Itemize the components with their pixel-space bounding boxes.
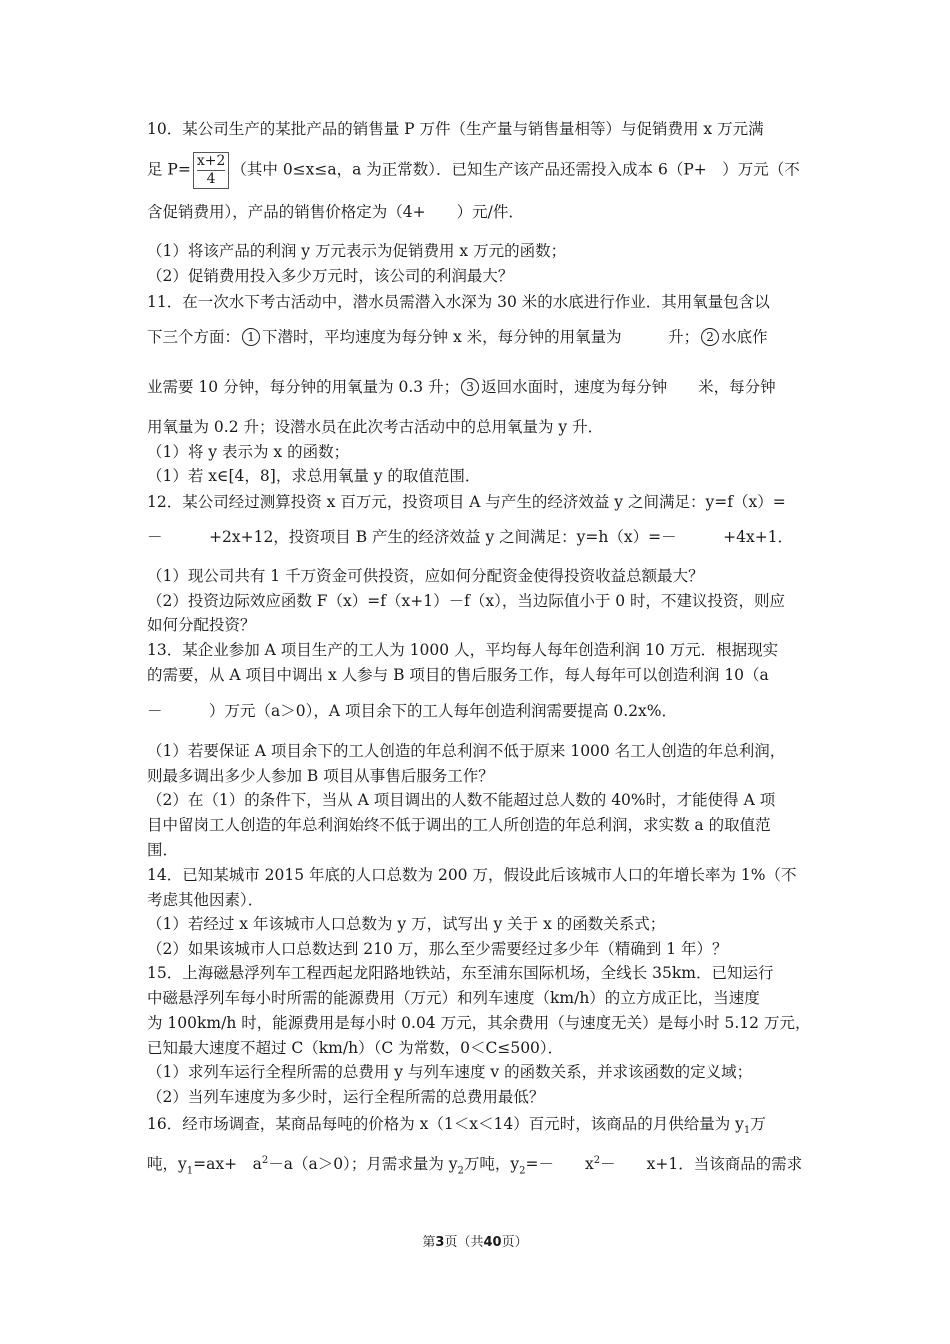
- text-line: 11．在一次水下考古活动中，潜水员需潜入水深为 30 米的水底进行作业．其用氧量包含以: [147, 293, 770, 311]
- question: （2）当列车速度为多少时，运行全程所需的总费用最低？: [147, 1088, 545, 1106]
- text-line: 14．已知某城市 2015 年底的人口总数为 200 万，假设此后该城市人口的年增长率为 1%（不: [147, 866, 797, 884]
- circled-number: 3: [461, 378, 479, 396]
- question: 目中留岗工人创造的年总利润始终不低于调出的工人所创造的年总利润，求实数 a 的取值范: [147, 816, 771, 834]
- question: （2）促销费用投入多少万元时，该公司的利润最大？: [147, 267, 514, 285]
- text-line: 13．某企业参加 A 项目生产的工人为 1000 人，平均每人每年创造利润 10 万元．根据现实: [147, 641, 779, 659]
- text-line: 已知最大速度不超过 C（km/h）（C 为常数，0＜C≤500）．: [147, 1039, 564, 1057]
- text-line: 的需要，从 A 项目中调出 x 人参与 B 项目的售后服务工作，每人每年可以创造利润 10（a: [147, 666, 769, 684]
- page-footer: 第3页（共40页）: [422, 1235, 528, 1250]
- text-line: 为 100km/h 时，能源费用是每小时 0.04 万元，其余费用（与速度无关）是每小时 5.12 万元，: [147, 1014, 811, 1032]
- text-line: － ）万元（a＞0），A 项目余下的工人每年创造利润需要提高 0.2x%．: [147, 702, 678, 720]
- text-line: 吨，$y_1=ax+$ $a^2-a(a>0)$；月需求量为 $y_2$万吨，$y_2=-$ $x^2-$ x+1．当该商品的需求: [147, 1155, 803, 1177]
- question: （1）求列车运行全程所需的总费用 y 与列车速度 v 的函数关系，并求该函数的定义域；: [147, 1063, 753, 1081]
- circled-number: 1: [242, 328, 260, 346]
- question: （1）将该产品的利润 y 万元表示为促销费用 x 万元的函数；: [147, 242, 567, 260]
- question: （2）在（1）的条件下，当从 A 项目调出的人数不能超过总人数的 40%时，才能使得 A 项: [147, 791, 776, 809]
- text-line: 足 P= $\frac{x+2}{4}$ （其中 0≤x≤a，a 为正常数）．已知生产该产品还需投入成本 6（P+ ）万元（不: [147, 153, 800, 187]
- text-line: 10．某公司生产的某批产品的销售量 P 万件（生产量与销售量相等）与促销费用 x 万元满: [147, 120, 764, 138]
- text-line: 15．上海磁悬浮列车工程西起龙阳路地铁站，东至浦东国际机场，全线长 35km．已知运行: [147, 964, 774, 982]
- question: （1）将 y 表示为 x 的函数；: [147, 443, 350, 461]
- question: 则最多调出多少人参加 B 项目从事售后服务工作？: [147, 767, 494, 785]
- question: （2）投资边际效应函数 F（x）=f（x+1）－f（x），当边际值小于 0 时，不建议投资，则应: [147, 592, 786, 610]
- text-line: － +2x+12，投资项目 B 产生的经济效益 y 之间满足：y=h（x）=－ +4x+1．: [147, 528, 794, 546]
- text-line: 12．某公司经过测算投资 x 百万元，投资项目 A 与产生的经济效益 y 之间满足：y=f（x）=: [147, 493, 786, 511]
- page-number: 3: [435, 1235, 445, 1250]
- question: （1）若 x∈[4，8]，求总用氧量 y 的取值范围．: [147, 467, 481, 485]
- question: （1）现公司共有 1 千万资金可供投资，应如何分配资金使得投资收益总额最大？: [147, 567, 704, 585]
- text-line: 业需要 10 分钟，每分钟的用氧量为 0.3 升； 3 返回水面时，速度为每分钟 米，每分钟: [147, 378, 776, 396]
- question: （1）若经过 x 年该城市人口总数为 y 万，试写出 y 关于 x 的函数关系式；: [147, 915, 666, 933]
- question: 围．: [147, 841, 179, 859]
- question: （1）若要保证 A 项目余下的工人创造的年总利润不低于原来 1000 名工人创造的年总利润，: [147, 742, 786, 760]
- text-line: 中磁悬浮列车每小时所需的能源费用（万元）和列车速度（km/h）的立方成正比，当速度: [147, 989, 760, 1007]
- text-line: 16．经市场调查，某商品每吨的价格为 x（1＜x＜14）百元时，该商品的月供给量为 $y_1$万: [147, 1115, 766, 1137]
- circled-number: 2: [701, 328, 719, 346]
- total-pages: 40: [483, 1235, 502, 1250]
- text-line: 下三个方面： 1 下潜时，平均速度为每分钟 x 米，每分钟的用氧量为 升； 2 水底作: [147, 328, 768, 346]
- text-line: 含促销费用），产品的销售价格定为（4+ ）元/件．: [147, 203, 524, 221]
- fraction: $\frac{x+2}{4}$: [193, 152, 230, 189]
- question: （2）如果该城市人口总数达到 210 万，那么至少需要经过多少年（精确到 1 年）？: [147, 940, 728, 958]
- text-line: 用氧量为 0.2 升；设潜水员在此次考古活动中的总用氧量为 y 升．: [147, 418, 604, 436]
- question: 如何分配投资？: [147, 616, 256, 634]
- text-line: 考虑其他因素）．: [147, 891, 264, 909]
